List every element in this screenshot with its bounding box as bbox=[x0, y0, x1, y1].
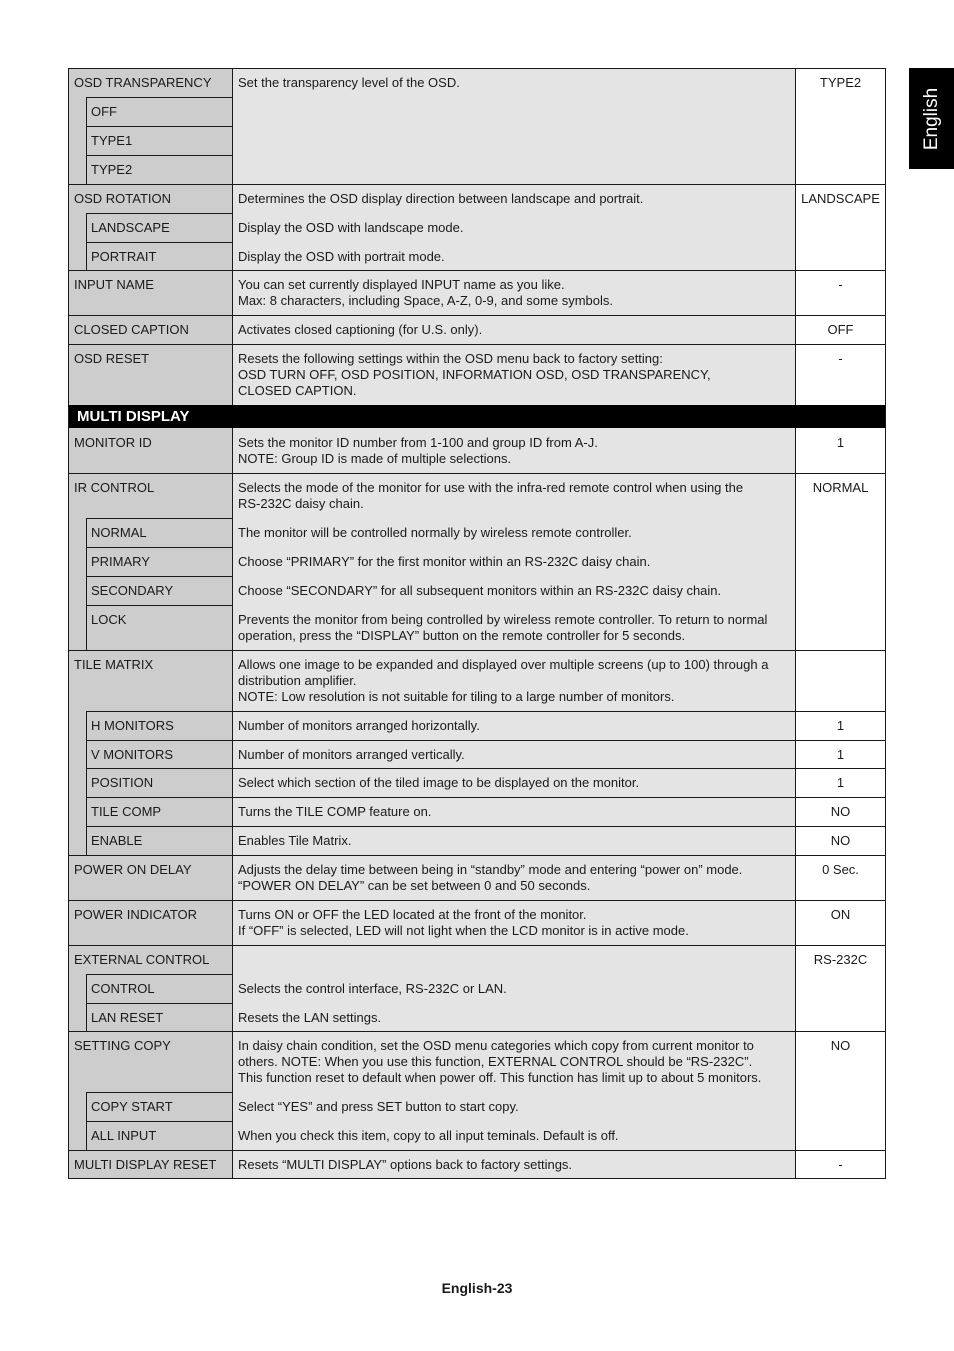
column-divider bbox=[68, 68, 69, 1179]
column-divider bbox=[232, 547, 233, 576]
indent-gutter bbox=[68, 547, 86, 576]
column-divider bbox=[232, 826, 233, 855]
sub-setting-name: POSITION bbox=[86, 768, 232, 797]
setting-row bbox=[68, 1150, 886, 1179]
sub-setting-row bbox=[68, 576, 886, 605]
sub-setting-name: SECONDARY bbox=[86, 576, 232, 605]
column-divider bbox=[232, 126, 233, 155]
default-value: - bbox=[795, 344, 886, 405]
indent-gutter bbox=[68, 213, 86, 242]
setting-description bbox=[232, 945, 795, 974]
column-divider bbox=[86, 740, 87, 768]
column-divider bbox=[885, 68, 886, 1179]
column-divider bbox=[795, 518, 796, 547]
column-divider bbox=[232, 900, 233, 945]
indent-gutter bbox=[68, 1121, 86, 1150]
indent-gutter bbox=[68, 97, 86, 126]
indent-gutter bbox=[68, 242, 86, 270]
row-divider bbox=[68, 184, 886, 185]
column-divider bbox=[86, 797, 87, 826]
setting-description: Sets the monitor ID number from 1-100 and group ID from A-J. NOTE: Group ID is made of multiple selections. bbox=[232, 428, 795, 473]
setting-description: In daisy chain condition, set the OSD menu categories which copy from current monitor to others. NOTE: When you use this function, EXTERNAL CONTROL should be “RS-232C”. This function reset to default when power off. This function has limit up to about 5 monitors. bbox=[232, 1031, 795, 1092]
column-divider bbox=[232, 855, 233, 900]
column-divider bbox=[795, 1092, 796, 1121]
setting-name: MONITOR ID bbox=[68, 428, 232, 473]
column-divider bbox=[86, 826, 87, 855]
sub-setting-row bbox=[68, 711, 886, 740]
column-divider bbox=[795, 605, 796, 650]
column-divider bbox=[795, 1150, 796, 1179]
sub-setting-row bbox=[68, 605, 886, 650]
row-divider bbox=[86, 97, 232, 98]
setting-row bbox=[68, 1031, 886, 1092]
default-value: LANDSCAPE bbox=[795, 184, 886, 270]
row-divider bbox=[86, 126, 232, 127]
sub-setting-description: Select which section of the tiled image to be displayed on the monitor. bbox=[232, 768, 795, 797]
sub-setting-row bbox=[68, 740, 886, 768]
setting-description: Turns ON or OFF the LED located at the front of the monitor. If “OFF” is selected, LED will not light when the LCD monitor is in active mode. bbox=[232, 900, 795, 945]
setting-row bbox=[68, 945, 886, 974]
column-divider bbox=[86, 1092, 87, 1121]
default-value: 1 bbox=[795, 768, 886, 797]
setting-row bbox=[68, 900, 886, 945]
column-divider bbox=[232, 797, 233, 826]
column-divider bbox=[86, 711, 87, 740]
setting-description: Activates closed captioning (for U.S. only). bbox=[232, 315, 795, 344]
sub-setting-row bbox=[68, 768, 886, 797]
column-divider bbox=[232, 650, 233, 711]
column-divider bbox=[795, 740, 796, 768]
sub-setting-row bbox=[68, 974, 886, 1003]
column-divider bbox=[86, 126, 87, 155]
column-divider bbox=[795, 974, 796, 1003]
indent-gutter bbox=[68, 576, 86, 605]
column-divider bbox=[232, 473, 233, 518]
column-divider bbox=[86, 242, 87, 270]
column-divider bbox=[795, 315, 796, 344]
setting-row bbox=[68, 855, 886, 900]
sub-setting-description: Selects the control interface, RS-232C or LAN. bbox=[232, 974, 795, 1003]
row-divider bbox=[232, 711, 886, 712]
default-value: NORMAL bbox=[795, 473, 886, 650]
setting-description: Determines the OSD display direction between landscape and portrait. bbox=[232, 184, 795, 213]
row-divider bbox=[68, 1178, 886, 1179]
column-divider bbox=[232, 270, 233, 315]
column-divider bbox=[232, 242, 233, 270]
indent-gutter bbox=[68, 974, 86, 1003]
sub-setting-description: Number of monitors arranged vertically. bbox=[232, 740, 795, 768]
column-divider bbox=[232, 711, 233, 740]
setting-name: OSD RESET bbox=[68, 344, 232, 405]
sub-setting-description: Choose “PRIMARY” for the first monitor within an RS-232C daisy chain. bbox=[232, 547, 795, 576]
default-value: ON bbox=[795, 900, 886, 945]
setting-name: OSD ROTATION bbox=[68, 184, 232, 213]
column-divider bbox=[86, 518, 87, 547]
row-divider bbox=[68, 900, 886, 901]
sub-setting-row bbox=[68, 213, 886, 242]
setting-row bbox=[68, 473, 886, 518]
sub-setting-name: LOCK bbox=[86, 605, 232, 650]
sub-setting-row bbox=[68, 155, 886, 184]
column-divider bbox=[795, 547, 796, 576]
setting-name: IR CONTROL bbox=[68, 473, 232, 518]
column-divider bbox=[86, 974, 87, 1003]
column-divider bbox=[86, 605, 87, 650]
column-divider bbox=[86, 97, 87, 126]
sub-setting-row bbox=[68, 1121, 886, 1150]
column-divider bbox=[232, 315, 233, 344]
column-divider bbox=[795, 242, 796, 270]
setting-name: CLOSED CAPTION bbox=[68, 315, 232, 344]
language-tab-label: English bbox=[920, 87, 942, 150]
default-value: 1 bbox=[795, 740, 886, 768]
indent-gutter bbox=[68, 126, 86, 155]
row-divider bbox=[86, 242, 232, 243]
column-divider bbox=[232, 740, 233, 768]
column-divider bbox=[795, 855, 796, 900]
default-value: 1 bbox=[795, 711, 886, 740]
column-divider bbox=[795, 576, 796, 605]
row-divider bbox=[86, 576, 232, 577]
column-divider bbox=[232, 428, 233, 473]
row-divider bbox=[86, 797, 232, 798]
sub-setting-name: OFF bbox=[86, 97, 232, 126]
section-header: MULTI DISPLAY bbox=[68, 405, 886, 428]
column-divider bbox=[795, 1121, 796, 1150]
sub-setting-name: COPY START bbox=[86, 1092, 232, 1121]
setting-name: MULTI DISPLAY RESET bbox=[68, 1150, 232, 1179]
setting-name: TILE MATRIX bbox=[68, 650, 232, 711]
row-divider bbox=[86, 518, 232, 519]
column-divider bbox=[86, 1121, 87, 1150]
row-divider bbox=[232, 797, 886, 798]
column-divider bbox=[795, 1031, 796, 1092]
row-divider bbox=[232, 768, 886, 769]
column-divider bbox=[232, 155, 233, 184]
setting-row bbox=[68, 428, 886, 473]
column-divider bbox=[795, 184, 796, 213]
sub-setting-description: The monitor will be controlled normally by wireless remote controller. bbox=[232, 518, 795, 547]
indent-gutter bbox=[68, 711, 86, 740]
column-divider bbox=[795, 473, 796, 518]
column-divider bbox=[232, 974, 233, 1003]
sub-setting-name: V MONITORS bbox=[86, 740, 232, 768]
column-divider bbox=[795, 711, 796, 740]
default-value: NO bbox=[795, 826, 886, 855]
default-value: 1 bbox=[795, 428, 886, 473]
sub-setting-name: NORMAL bbox=[86, 518, 232, 547]
sub-setting-name: TILE COMP bbox=[86, 797, 232, 826]
default-value: - bbox=[795, 1150, 886, 1179]
indent-gutter bbox=[68, 155, 86, 184]
column-divider bbox=[232, 1092, 233, 1121]
sub-setting-name: PORTRAIT bbox=[86, 242, 232, 270]
row-divider bbox=[86, 711, 232, 712]
column-divider bbox=[795, 97, 796, 126]
setting-row bbox=[68, 184, 886, 213]
setting-name: EXTERNAL CONTROL bbox=[68, 945, 232, 974]
setting-row bbox=[68, 650, 886, 711]
row-divider bbox=[68, 945, 886, 946]
default-value: NO bbox=[795, 797, 886, 826]
row-divider bbox=[68, 344, 886, 345]
sub-setting-description: Turns the TILE COMP feature on. bbox=[232, 797, 795, 826]
sub-setting-row bbox=[68, 1003, 886, 1031]
column-divider bbox=[795, 155, 796, 184]
column-divider bbox=[232, 605, 233, 650]
sub-setting-name: TYPE2 bbox=[86, 155, 232, 184]
indent-gutter bbox=[68, 1003, 86, 1031]
row-divider bbox=[86, 740, 232, 741]
sub-setting-name: PRIMARY bbox=[86, 547, 232, 576]
column-divider bbox=[795, 1003, 796, 1031]
indent-gutter bbox=[68, 605, 86, 650]
row-divider bbox=[232, 826, 886, 827]
sub-setting-description: When you check this item, copy to all input teminals. Default is off. bbox=[232, 1121, 795, 1150]
indent-gutter bbox=[68, 768, 86, 797]
row-divider bbox=[86, 974, 232, 975]
column-divider bbox=[86, 547, 87, 576]
indent-gutter bbox=[68, 826, 86, 855]
default-value: RS-232C bbox=[795, 945, 886, 1031]
column-divider bbox=[86, 213, 87, 242]
indent-gutter bbox=[68, 1092, 86, 1121]
page-number: English-23 bbox=[441, 1280, 513, 1296]
row-divider bbox=[68, 473, 886, 474]
row-divider bbox=[86, 605, 232, 606]
column-divider bbox=[232, 768, 233, 797]
sub-setting-description: Prevents the monitor from being controlled by wireless remote controller. To return to normal operation, press the “DISPLAY” button on the remote controller for 5 seconds. bbox=[232, 605, 795, 650]
sub-setting-row bbox=[68, 242, 886, 270]
default-value: - bbox=[795, 270, 886, 315]
sub-setting-row bbox=[68, 518, 886, 547]
row-divider bbox=[86, 1003, 232, 1004]
row-divider bbox=[86, 1092, 232, 1093]
column-divider bbox=[795, 797, 796, 826]
column-divider bbox=[232, 1150, 233, 1179]
row-divider bbox=[68, 315, 886, 316]
column-divider bbox=[232, 576, 233, 605]
sub-setting-name: H MONITORS bbox=[86, 711, 232, 740]
row-divider bbox=[68, 1150, 886, 1151]
setting-name: POWER INDICATOR bbox=[68, 900, 232, 945]
sub-setting-description: Choose “SECONDARY” for all subsequent monitors within an RS-232C daisy chain. bbox=[232, 576, 795, 605]
column-divider bbox=[232, 1031, 233, 1092]
sub-setting-row bbox=[68, 826, 886, 855]
column-divider bbox=[795, 344, 796, 405]
sub-setting-description: Display the OSD with portrait mode. bbox=[232, 242, 795, 270]
sub-setting-description: Number of monitors arranged horizontally. bbox=[232, 711, 795, 740]
row-divider bbox=[68, 650, 886, 651]
default-value: NO bbox=[795, 1031, 886, 1150]
row-divider bbox=[86, 155, 232, 156]
sub-setting-name: ENABLE bbox=[86, 826, 232, 855]
row-divider bbox=[86, 1121, 232, 1122]
sub-setting-name: LAN RESET bbox=[86, 1003, 232, 1031]
column-divider bbox=[795, 428, 796, 473]
column-divider bbox=[232, 1121, 233, 1150]
sub-setting-name: CONTROL bbox=[86, 974, 232, 1003]
setting-name: POWER ON DELAY bbox=[68, 855, 232, 900]
setting-description: Adjusts the delay time between being in “standby” mode and entering “power on” mode. “POWER ON DELAY” can be set between 0 and 50 seconds. bbox=[232, 855, 795, 900]
sub-setting-row bbox=[68, 97, 886, 126]
sub-setting-row bbox=[68, 126, 886, 155]
setting-row bbox=[68, 270, 886, 315]
row-divider bbox=[86, 213, 232, 214]
sub-setting-description: Display the OSD with landscape mode. bbox=[232, 213, 795, 242]
column-divider bbox=[86, 1003, 87, 1031]
column-divider bbox=[232, 945, 233, 974]
setting-row bbox=[68, 315, 886, 344]
row-divider bbox=[68, 270, 886, 271]
setting-description: Set the transparency level of the OSD. bbox=[232, 68, 795, 184]
column-divider bbox=[86, 768, 87, 797]
column-divider bbox=[232, 1003, 233, 1031]
row-divider bbox=[86, 826, 232, 827]
indent-gutter bbox=[68, 740, 86, 768]
sub-setting-row bbox=[68, 1092, 886, 1121]
column-divider bbox=[795, 650, 796, 711]
row-divider bbox=[86, 547, 232, 548]
column-divider bbox=[86, 576, 87, 605]
column-divider bbox=[232, 68, 233, 97]
setting-row bbox=[68, 68, 886, 97]
sub-setting-name: LANDSCAPE bbox=[86, 213, 232, 242]
setting-name: OSD TRANSPARENCY bbox=[68, 68, 232, 97]
setting-description: Resets the following settings within the OSD menu back to factory setting: OSD TURN OFF, OSD POSITION, INFORMATION OSD, OSD TRANSPARENCY, CLOSED CAPTION. bbox=[232, 344, 795, 405]
sub-setting-description: Resets the LAN settings. bbox=[232, 1003, 795, 1031]
setting-description: Allows one image to be expanded and displayed over multiple screens (up to 100) through a distribution amplifier. NOTE: Low resolution is not suitable for tiling to a large number of monitors. bbox=[232, 650, 795, 711]
column-divider bbox=[795, 270, 796, 315]
default-value: TYPE2 bbox=[795, 68, 886, 184]
sub-setting-description: Select “YES” and press SET button to start copy. bbox=[232, 1092, 795, 1121]
row-divider bbox=[68, 855, 886, 856]
row-divider bbox=[68, 1031, 886, 1032]
row-divider bbox=[232, 740, 886, 741]
indent-gutter bbox=[68, 797, 86, 826]
row-divider bbox=[86, 768, 232, 769]
column-divider bbox=[232, 97, 233, 126]
row-divider bbox=[68, 68, 886, 69]
sub-setting-name: ALL INPUT bbox=[86, 1121, 232, 1150]
setting-name: INPUT NAME bbox=[68, 270, 232, 315]
column-divider bbox=[232, 184, 233, 213]
column-divider bbox=[795, 68, 796, 97]
sub-setting-description: Enables Tile Matrix. bbox=[232, 826, 795, 855]
indent-gutter bbox=[68, 518, 86, 547]
column-divider bbox=[232, 213, 233, 242]
column-divider bbox=[795, 900, 796, 945]
language-tab bbox=[909, 68, 954, 169]
column-divider bbox=[795, 213, 796, 242]
setting-description: Selects the mode of the monitor for use with the infra-red remote control when using the RS-232C daisy chain. bbox=[232, 473, 795, 518]
column-divider bbox=[795, 945, 796, 974]
default-value: 0 Sec. bbox=[795, 855, 886, 900]
setting-description: You can set currently displayed INPUT name as you like. Max: 8 characters, including Space, A-Z, 0-9, and some symbols. bbox=[232, 270, 795, 315]
setting-name: SETTING COPY bbox=[68, 1031, 232, 1092]
column-divider bbox=[86, 155, 87, 184]
column-divider bbox=[795, 126, 796, 155]
default-value: OFF bbox=[795, 315, 886, 344]
setting-description: Resets “MULTI DISPLAY” options back to factory settings. bbox=[232, 1150, 795, 1179]
sub-setting-row bbox=[68, 797, 886, 826]
settings-table bbox=[68, 68, 886, 1179]
column-divider bbox=[232, 344, 233, 405]
sub-setting-name: TYPE1 bbox=[86, 126, 232, 155]
column-divider bbox=[232, 518, 233, 547]
sub-setting-row bbox=[68, 547, 886, 576]
column-divider bbox=[795, 826, 796, 855]
setting-row bbox=[68, 344, 886, 405]
column-divider bbox=[795, 768, 796, 797]
